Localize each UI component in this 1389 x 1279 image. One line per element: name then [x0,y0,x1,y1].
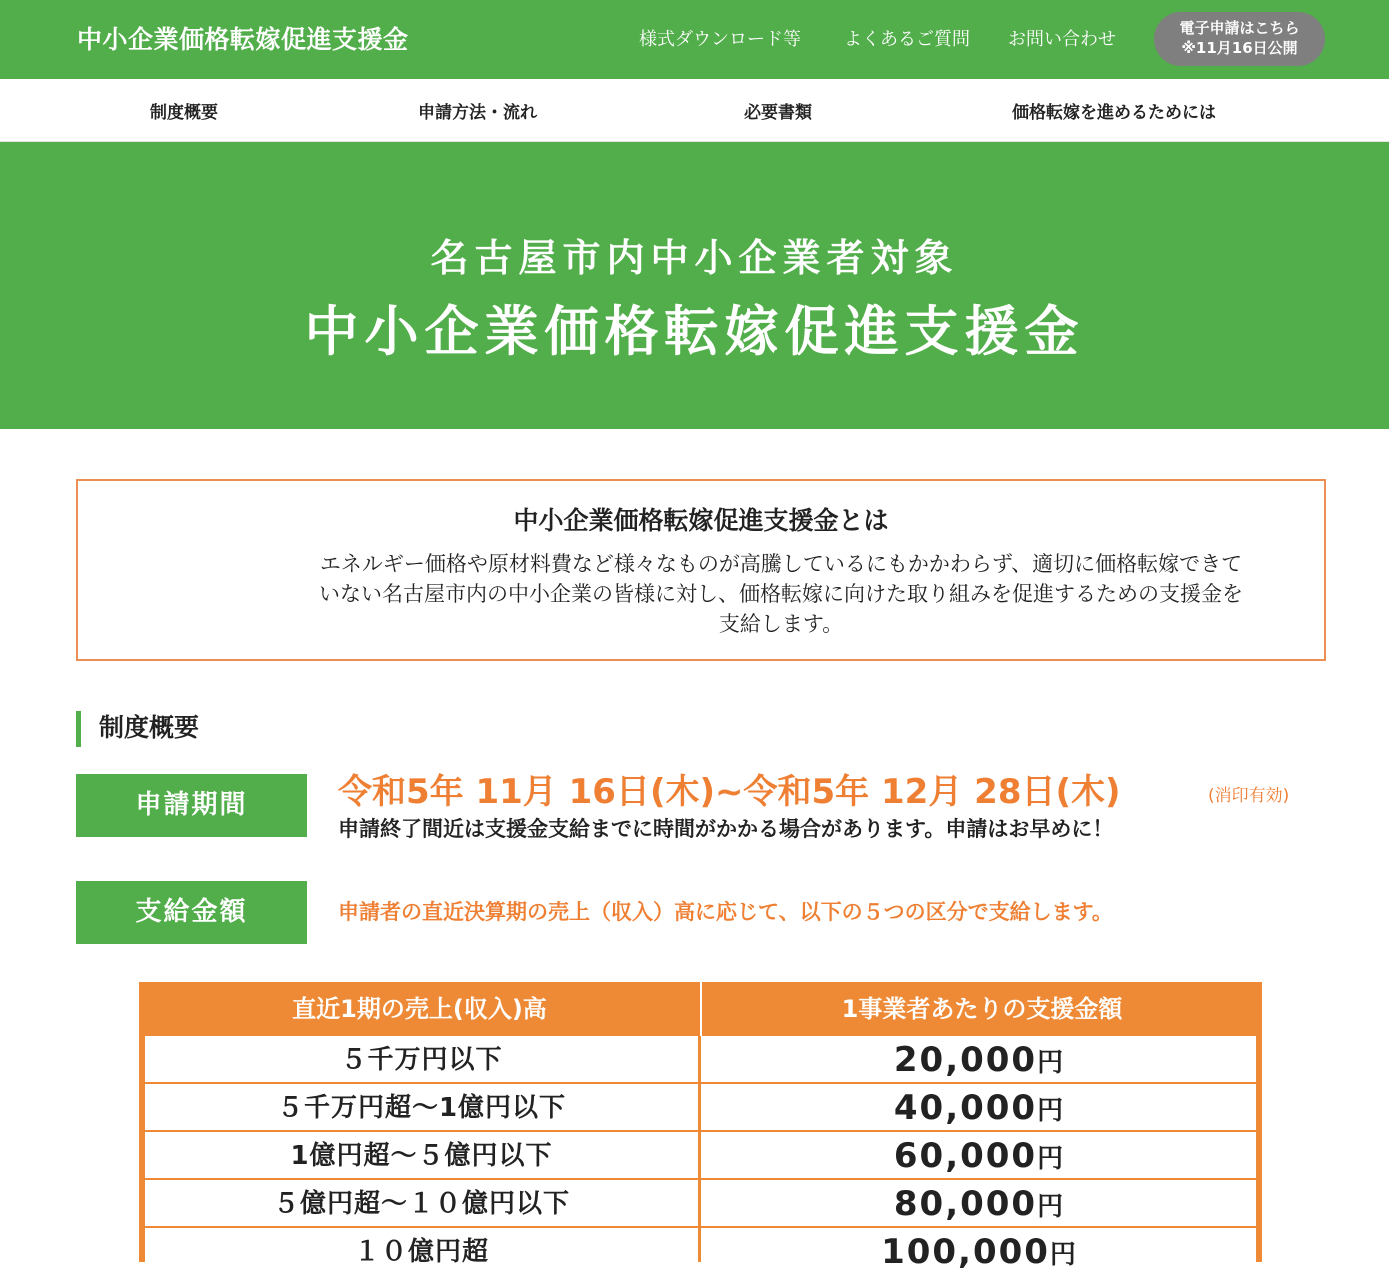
nav-link-contact[interactable]: お問い合わせ [1008,29,1116,50]
table-row [145,1180,1256,1228]
table-body [145,1036,1256,1276]
table-cell-amount [701,1084,1256,1130]
nav-link-faq[interactable]: よくあるご質問 [844,29,970,50]
intro-heading: 中小企業価格転嫁促進支援金とは [513,506,889,535]
intro-box [76,479,1326,661]
intro-text: エネルギー価格や原材料費など様々なものが高騰しているにもかかわらず、適切に価格転嫁できていない名古屋市内の中小企業の皆様に対し、価格転嫁に向けた取り組みを促進するための支援金を支給します。 [319,552,1243,636]
hero-banner [0,142,1389,429]
table-cell-amount [701,1180,1256,1226]
table-cell-amount [701,1132,1256,1178]
postmark-note: (消印有効) [1208,786,1290,806]
table-cell-range: ５千万円以下 [145,1036,698,1082]
amount-value: 20,000 [893,1040,1038,1080]
subnav-item-overview[interactable]: 制度概要 [150,103,218,123]
table-cell-range: １０億円超 [145,1228,698,1274]
yen-unit: 円 [1037,1096,1064,1126]
amount-value: 60,000 [893,1136,1038,1176]
section-heading-overview: 制度概要 [76,711,199,747]
table-cell-range: ５千万円超～1億円以下 [145,1084,698,1130]
table-row [145,1084,1256,1132]
yen-unit: 円 [1037,1144,1064,1174]
application-period-warning: 申請終了間近は支援金支給までに時間がかかる場合があります。申請はお早めに！ [338,817,1114,841]
payment-amount-description: 申請者の直近決算期の売上（収入）高に応じて、以下の５つの区分で支給します。 [338,900,1113,924]
yen-unit: 円 [1037,1048,1064,1078]
table-cell-amount [701,1228,1256,1274]
electronic-application-button[interactable] [1154,12,1325,66]
amount-value: 100,000 [881,1232,1050,1272]
table-row [145,1036,1256,1084]
table-header [139,982,1262,1036]
table-cell-range: ５億円超～１０億円以下 [145,1180,698,1226]
table-header-sales: 直近1期の売上(収入)高 [292,995,547,1023]
table-row [145,1132,1256,1180]
amount-value: 80,000 [893,1184,1038,1224]
site-title[interactable]: 中小企業価格転嫁促進支援金 [77,25,409,54]
subnav-item-price-pass-through[interactable]: 価格転嫁を進めるためには [1012,103,1216,123]
yen-unit: 円 [1049,1240,1076,1270]
hero-subtitle: 名古屋市内中小企業者対象 [430,236,959,280]
table-cell-range: 1億円超～５億円以下 [145,1132,698,1178]
subnav-item-required-documents[interactable]: 必要書類 [744,103,812,123]
payment-amount-label: 支給金額 [76,881,307,944]
apply-button-label: 電子申請はこちら [1179,19,1300,37]
top-header-bar [0,0,1389,79]
sub-navigation [0,79,1389,142]
application-period-label: 申請期間 [76,774,307,837]
table-cell-amount [701,1036,1256,1082]
hero-title: 中小企業価格転嫁促進支援金 [304,300,1085,363]
table-row [145,1228,1256,1276]
table-header-amount: 1事業者あたりの支援金額 [841,995,1123,1023]
nav-link-downloads[interactable]: 様式ダウンロード等 [639,29,801,50]
amount-value: 40,000 [893,1088,1038,1128]
yen-unit: 円 [1037,1192,1064,1222]
application-period-dates: 令和5年 11月 16日(木)~令和5年 12月 28日(木) [338,772,1121,812]
subnav-item-application-flow[interactable]: 申請方法・流れ [418,103,537,123]
payment-table [139,982,1262,1272]
apply-button-note: ※11月16日公開 [1181,39,1298,57]
